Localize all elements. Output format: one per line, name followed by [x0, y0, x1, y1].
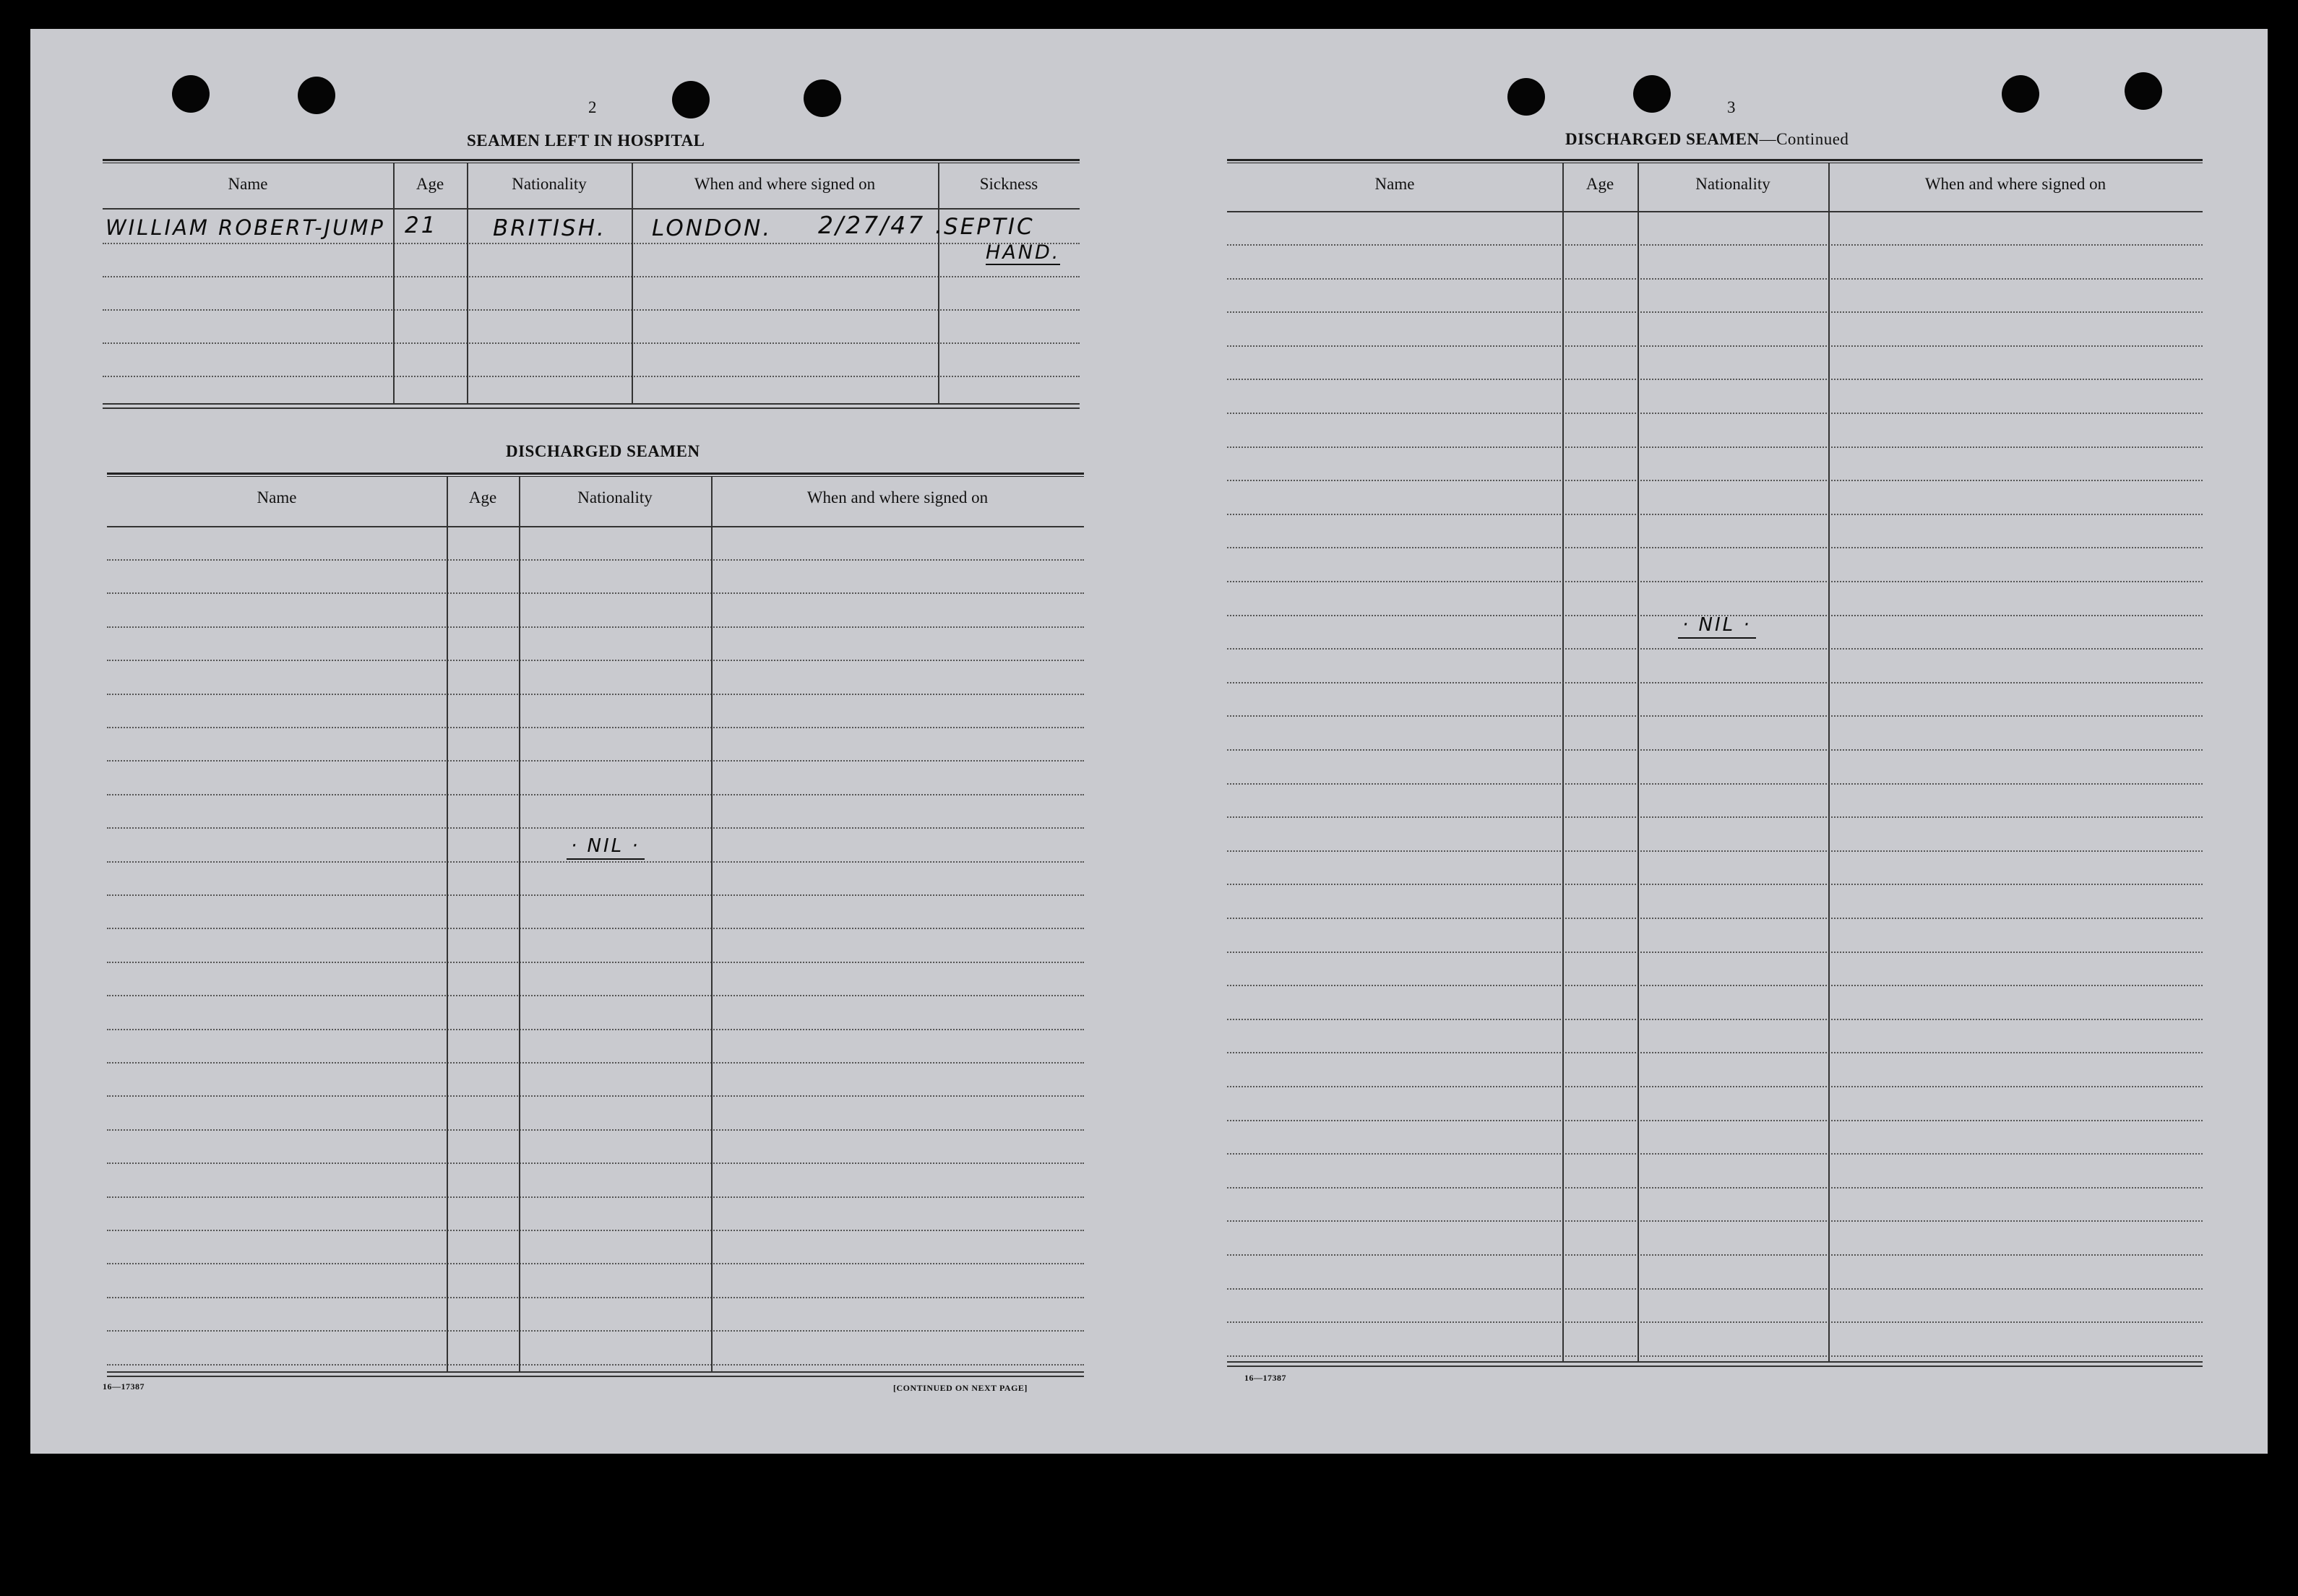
- form-number-left: 16—17387: [103, 1381, 145, 1392]
- punch-hole-icon: [1633, 75, 1671, 113]
- hospital-entry-signed-place: LONDON.: [652, 215, 773, 241]
- ruled-line: [1227, 783, 2203, 785]
- hospital-section-title: SEAMEN LEFT IN HOSPITAL: [467, 131, 705, 150]
- discharged-table-left: [107, 473, 1084, 1383]
- punch-hole-icon: [172, 75, 210, 113]
- ruled-line: [1227, 648, 2203, 650]
- discharged-cont-col-signed-on: When and where signed on: [1924, 175, 2106, 193]
- ruled-line: [1227, 244, 2203, 246]
- ruled-line: [1227, 1288, 2203, 1290]
- ruled-line: [1227, 850, 2203, 852]
- ruled-line: [1227, 514, 2203, 515]
- ruled-line: [1227, 345, 2203, 347]
- discharged-nil-left: [567, 835, 645, 857]
- ruled-line: [1227, 547, 2203, 548]
- ruled-line: [107, 1263, 1084, 1264]
- punch-hole-icon: [1507, 78, 1545, 116]
- ruled-line: [107, 1095, 1084, 1097]
- punch-hole-icon: [2002, 75, 2039, 113]
- ruled-line: [1227, 1052, 2203, 1053]
- ruled-line: [1227, 278, 2203, 280]
- hospital-entry-sickness-2: HAND.: [986, 241, 1061, 264]
- ruled-line: [1227, 447, 2203, 448]
- ruled-line: [107, 962, 1084, 963]
- discharged-nil-right: [1678, 614, 1756, 636]
- punch-hole-icon: [298, 77, 335, 114]
- discharged-cont-col-age: Age: [1585, 175, 1614, 193]
- discharged-col-signed-on: When and where signed on: [806, 488, 989, 506]
- ruled-line: [107, 694, 1084, 695]
- ruled-line: [107, 794, 1084, 795]
- discharged-continued-title: [1565, 130, 1849, 149]
- discharged-cont-col-nationality: Nationality: [1695, 175, 1770, 193]
- ruled-line: [1227, 1321, 2203, 1323]
- ruled-line: [1227, 1153, 2203, 1155]
- hospital-entry-signed-date: 2/27/47 .: [818, 211, 945, 239]
- hospital-col-nationality: Nationality: [512, 175, 587, 193]
- hospital-entry-nationality: BRITISH.: [493, 215, 606, 241]
- punch-hole-icon: [2125, 72, 2162, 110]
- form-number-right: 16—17387: [1244, 1373, 1286, 1383]
- ruled-line: [107, 626, 1084, 628]
- punch-hole-icon: [672, 81, 710, 118]
- ruled-line: [107, 559, 1084, 561]
- ruled-line: [1227, 715, 2203, 717]
- discharged-cont-col-name: Name: [1374, 175, 1415, 193]
- ruled-line: [1227, 884, 2203, 885]
- hospital-col-age: Age: [416, 175, 444, 193]
- hospital-table: [103, 159, 1080, 426]
- ruled-line: [1227, 816, 2203, 818]
- ruled-line: [107, 1029, 1084, 1030]
- ruled-line: [107, 995, 1084, 996]
- ruled-line: [107, 592, 1084, 594]
- ruled-line: [107, 1129, 1084, 1131]
- ruled-line: [107, 1230, 1084, 1231]
- ruled-line: [107, 1297, 1084, 1298]
- ruled-line: [1227, 749, 2203, 751]
- ruled-line: [107, 1364, 1084, 1366]
- discharged-col-name: Name: [257, 488, 297, 506]
- ruled-line: [1227, 1019, 2203, 1020]
- discharged-table-right: [1227, 159, 2203, 1397]
- document-sheet: [30, 29, 2268, 1454]
- hospital-entry-age: 21: [405, 212, 438, 238]
- punch-hole-icon: [804, 79, 841, 117]
- discharged-section-title: DISCHARGED SEAMEN: [506, 442, 700, 460]
- ruled-line: [1227, 311, 2203, 313]
- ruled-line: [107, 660, 1084, 661]
- ruled-line: [1227, 1254, 2203, 1256]
- ruled-line: [107, 727, 1084, 728]
- discharged-continued-title-main: DISCHARGED SEAMEN: [1565, 130, 1760, 148]
- discharged-continued-suffix: —Continued: [1759, 130, 1849, 148]
- ruled-line: [1227, 1355, 2203, 1357]
- ruled-line: [107, 1163, 1084, 1164]
- ruled-line: [1227, 1220, 2203, 1222]
- nil-mark: · NIL ·: [567, 835, 645, 860]
- hospital-entry-name: WILLIAM ROBERT-JUMP: [106, 215, 385, 240]
- nil-mark: · NIL ·: [1678, 614, 1756, 639]
- hospital-entry-sickness-1: SEPTIC: [944, 214, 1035, 240]
- ruled-line: [1227, 1187, 2203, 1189]
- page-number-left: 2: [588, 98, 597, 116]
- continued-note: [CONTINUED ON NEXT PAGE]: [893, 1383, 1028, 1393]
- ruled-line: [107, 1330, 1084, 1332]
- ruled-line: [107, 1196, 1084, 1198]
- ruled-line: [107, 827, 1084, 829]
- ruled-line: [107, 1062, 1084, 1064]
- ruled-line: [107, 928, 1084, 929]
- page-number-right: 3: [1727, 98, 1736, 116]
- ruled-line: [1227, 413, 2203, 414]
- ruled-line: [1227, 581, 2203, 582]
- ruled-line: [107, 861, 1084, 863]
- ruled-line: [1227, 918, 2203, 919]
- ruled-line: [107, 894, 1084, 896]
- ruled-line: [1227, 952, 2203, 953]
- ruled-line: [1227, 985, 2203, 986]
- hospital-col-signed-on: When and where signed on: [694, 175, 876, 193]
- discharged-col-nationality: Nationality: [577, 488, 653, 506]
- ruled-line: [1227, 480, 2203, 481]
- ruled-line: [1227, 379, 2203, 380]
- ruled-line: [107, 760, 1084, 762]
- discharged-col-age: Age: [468, 488, 497, 506]
- ruled-line: [1227, 1086, 2203, 1087]
- ruled-line: [1227, 682, 2203, 683]
- ruled-line: [1227, 1120, 2203, 1121]
- hospital-col-sickness: Sickness: [979, 175, 1038, 193]
- hospital-col-name: Name: [228, 175, 268, 193]
